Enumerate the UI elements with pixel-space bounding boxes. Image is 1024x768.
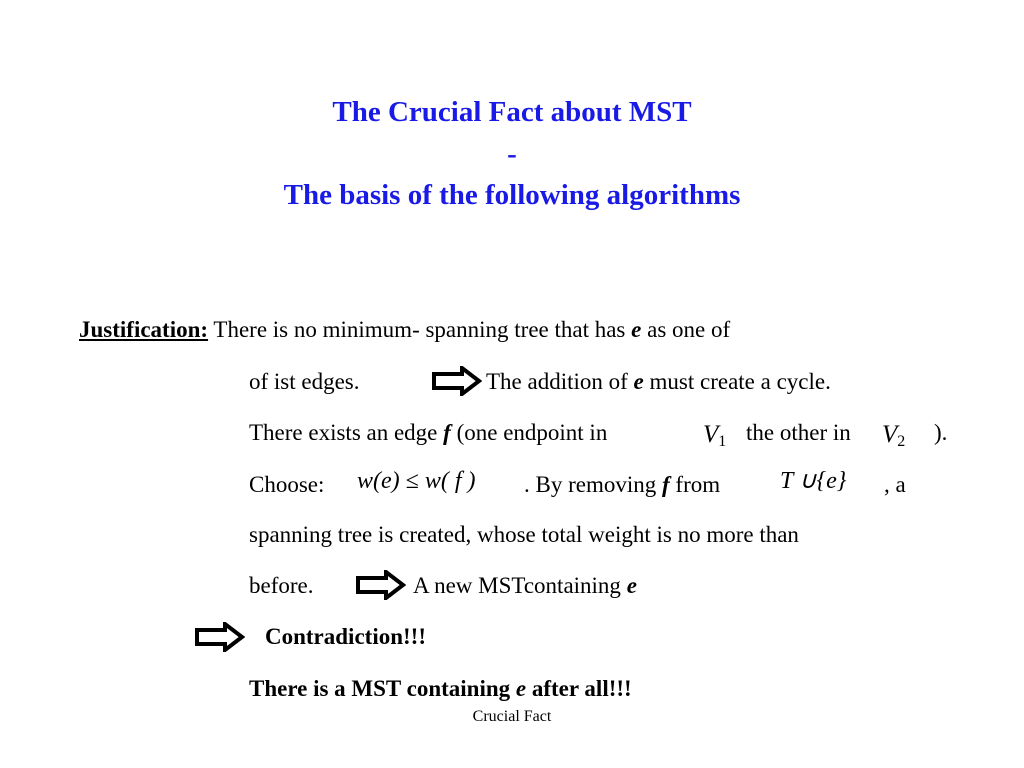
line2-end: must create a cycle.	[643, 369, 831, 394]
line6-text: A new MSTcontaining	[413, 573, 627, 598]
edge-e: e	[626, 573, 637, 598]
conclusion-end: after all!!!	[526, 676, 632, 701]
justification-line-1	[79, 316, 730, 344]
line1-text: There is no minimum- spanning tree that has	[208, 317, 632, 342]
title-line-2: The basis of the following algorithms	[283, 179, 741, 211]
line2-text: The addition of	[486, 369, 634, 394]
line4-from: from	[669, 472, 721, 497]
vertex-set-v1: $V_1$	[703, 421, 727, 450]
line4-mid	[524, 471, 720, 499]
line3-start: There exists an edge	[249, 420, 444, 445]
title-line-1: The Crucial Fact about MST	[332, 96, 692, 128]
line2-start: of ist edges.	[249, 369, 360, 394]
line3-other: the other in	[746, 420, 851, 445]
edge-e: e	[631, 317, 642, 342]
justification-label: Justification:	[79, 317, 209, 342]
line1-end: as one of	[641, 317, 731, 342]
tree-union-e: T ∪{e}	[780, 468, 847, 494]
edge-e: e	[633, 369, 644, 394]
conclusion-start: There is a MST containing	[249, 676, 516, 701]
line3-text	[249, 419, 607, 447]
edge-f: f	[443, 420, 451, 445]
line3-mid: (one endpoint in	[450, 420, 608, 445]
vertex-set-v2: $V_2$	[882, 421, 906, 450]
line6-rest	[413, 572, 637, 600]
implies-arrow-icon	[356, 570, 406, 600]
implies-arrow-icon	[195, 622, 245, 652]
edge-f: f	[662, 472, 670, 497]
line6-start: before.	[249, 573, 314, 598]
implies-arrow-icon	[432, 366, 482, 396]
weight-inequality: w(e) ≤ w( f )	[357, 468, 476, 494]
slide-footer: Crucial Fact	[472, 708, 552, 725]
line3-end: ).	[934, 420, 948, 445]
line2-rest	[486, 368, 831, 396]
line4-text: . By removing	[524, 472, 662, 497]
contradiction-text: Contradiction!!!	[265, 624, 426, 649]
choose-label: Choose:	[249, 472, 325, 497]
edge-e: e	[515, 676, 527, 701]
title-dash: -	[507, 138, 517, 170]
line5-text: spanning tree is created, whose total weight is no more than	[249, 522, 799, 547]
conclusion-text	[249, 675, 632, 703]
line4-end: , a	[884, 472, 906, 497]
